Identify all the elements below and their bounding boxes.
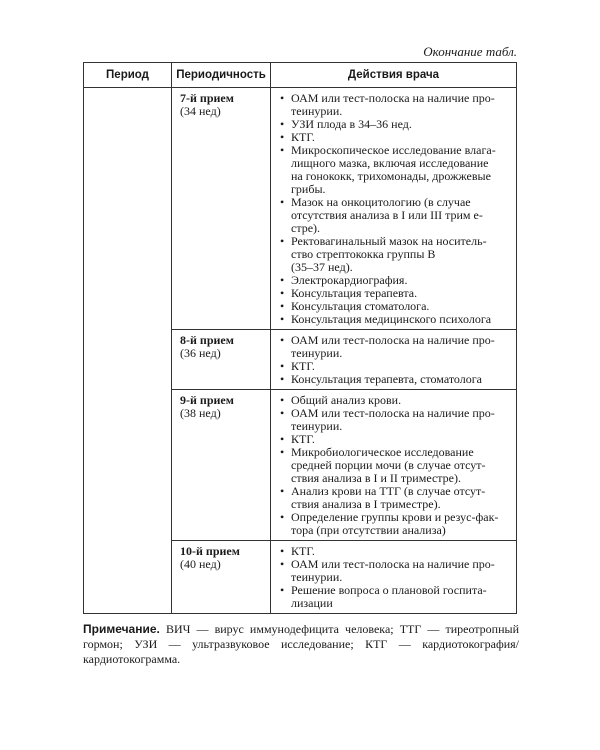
action-item: • КТГ. xyxy=(279,360,510,373)
visit-name: 8-й прием xyxy=(180,333,234,347)
note-text: ВИЧ — вирус иммунодефицита человека; ТТГ — тиреотропный гормон; УЗИ — ультразвуковое исследование; КТГ — кардиотокография/кардиотокограмма. xyxy=(83,622,520,666)
header-period: Период xyxy=(84,63,172,88)
action-item: • Консультация терапевта. xyxy=(279,287,510,300)
table-row xyxy=(84,88,517,330)
actions-cell xyxy=(271,330,517,390)
periodicity-cell xyxy=(172,390,271,541)
visit-name: 9-й прием xyxy=(180,393,234,407)
action-item: • Электрокардиография. xyxy=(279,274,510,287)
actions-list xyxy=(279,394,510,537)
actions-list xyxy=(279,334,510,386)
action-item: • Мазок на онкоцитологию (в случае отсутствия анализа в I или III трим е- стре). xyxy=(279,196,510,235)
period-cell xyxy=(84,88,172,614)
action-item: • Консультация стоматолога. xyxy=(279,300,510,313)
visit-name: 10-й прием xyxy=(180,544,240,558)
table-body xyxy=(84,88,517,614)
action-item: • КТГ. xyxy=(279,433,510,446)
table-header-row xyxy=(84,63,517,88)
header-doctor-actions: Действия врача xyxy=(271,63,517,88)
action-item: • ОАМ или тест-полоска на наличие про- теинурии. xyxy=(279,92,510,118)
visit-term: (34 нед) xyxy=(180,104,221,118)
visit-term: (36 нед) xyxy=(180,346,221,360)
table-note xyxy=(83,622,519,667)
header-periodicity: Периодичность xyxy=(172,63,271,88)
action-item: • Консультация терапевта, стоматолога xyxy=(279,373,510,386)
actions-cell xyxy=(271,88,517,330)
periodicity-cell xyxy=(172,330,271,390)
action-item: • Консультация медицинского психолога xyxy=(279,313,510,326)
action-item: • Общий анализ крови. xyxy=(279,394,510,407)
action-item: • Анализ крови на ТТГ (в случае отсут- ствия анализа в I триместре). xyxy=(279,485,510,511)
action-item: • ОАМ или тест-полоска на наличие про- теинурии. xyxy=(279,334,510,360)
periodicity-cell xyxy=(172,541,271,614)
action-item: • Определение группы крови и резус-фак- тора (при отсутствии анализа) xyxy=(279,511,510,537)
actions-list xyxy=(279,92,510,326)
periodicity-cell xyxy=(172,88,271,330)
action-item: • ОАМ или тест-полоска на наличие про- теинурии. xyxy=(279,407,510,433)
actions-list xyxy=(279,545,510,610)
table-caption: Окончание табл. xyxy=(423,44,517,59)
prenatal-visits-table xyxy=(83,62,517,614)
action-item: • Микробиологическое исследование средней порции мочи (в случае отсут- ствия анализа в I и II триместре). xyxy=(279,446,510,485)
action-item: • УЗИ плода в 34–36 нед. xyxy=(279,118,510,131)
actions-cell xyxy=(271,390,517,541)
action-item: • Микроскопическое исследование влага- лищного мазка, включая исследование на гонококк, трихомонады, дрожжевые грибы. xyxy=(279,144,510,196)
action-item: • ОАМ или тест-полоска на наличие про- теинурии. xyxy=(279,558,510,584)
visit-term: (40 нед) xyxy=(180,557,221,571)
visit-term: (38 нед) xyxy=(180,406,221,420)
visit-name: 7-й прием xyxy=(180,91,234,105)
action-item: • КТГ. xyxy=(279,545,510,558)
action-item: • Ректовагинальный мазок на носитель- ство стрептококка группы В (35–37 нед). xyxy=(279,235,510,274)
action-item: • КТГ. xyxy=(279,131,510,144)
actions-cell xyxy=(271,541,517,614)
action-item: • Решение вопроса о плановой госпита- лизации xyxy=(279,584,510,610)
note-label: Примечание. xyxy=(83,622,160,636)
